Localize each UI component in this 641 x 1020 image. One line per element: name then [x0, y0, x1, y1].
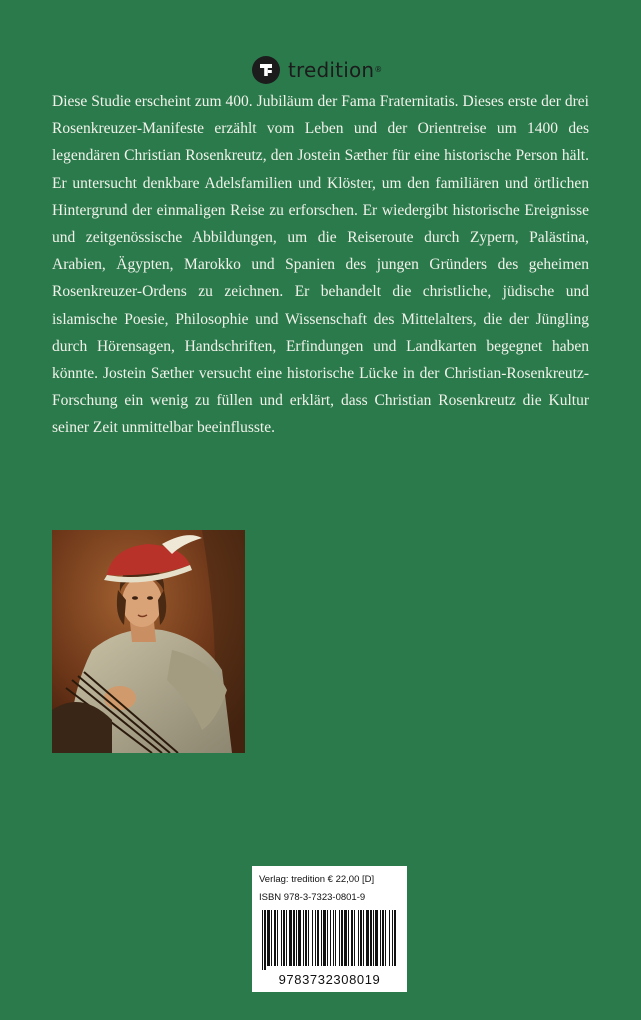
barcode-bar — [283, 910, 285, 966]
barcode-bar — [363, 910, 364, 966]
barcode-bar — [382, 910, 384, 966]
barcode-bar — [277, 910, 278, 966]
barcode-bar — [366, 910, 369, 966]
publisher-logo — [252, 56, 382, 84]
barcode-bar — [327, 910, 328, 966]
isbn-line: ISBN 978-3-7323-0801-9 — [259, 892, 366, 903]
barcode-bar — [312, 910, 313, 966]
barcode-bar — [375, 910, 378, 966]
barcode-number: 9783732308019 — [278, 972, 381, 987]
barcode-bar — [303, 910, 304, 966]
barcode-bar — [341, 910, 343, 966]
barcode-bar — [370, 910, 372, 966]
barcode-bar — [281, 910, 282, 966]
barcode-bar — [339, 910, 340, 966]
barcode-bar — [286, 910, 287, 966]
barcode-bar — [289, 910, 292, 966]
barcode-bar — [262, 910, 263, 970]
barcode-bar — [351, 910, 353, 966]
barcode-bar — [274, 910, 276, 966]
barcode-bar — [354, 910, 355, 966]
barcode-bar — [385, 910, 386, 966]
book-blurb: Diese Studie erscheint zum 400. Jubiläum der Fama Fraternitatis. Dieses erste der drei Rosenkreuzer-Manifeste erzählt vom Leben und der Orientreise um 1400 des legendären Christian Rosenkreutz, den Jostein Sæther für eine historische Person hält. Er untersucht denkbare Adelsfamilien und Klöster, um den familiären und örtlichen Hintergrund der einmaligen Reise zu erforschen. Er wiedergibt historische Ereignisse und zeitgenössische Abbildungen, um die Reiseroute durch Zypern, Palästina, Arabien, Ägypten, Marokko und Spanien des jungen Gründers des geheimen Rosenkreuzer-Ordens zu zeichnen. Er behandelt die christliche, jüdische und islamische Poesie, Philosophie und Wissenschaft des Mittelalters, die der Jüngling durch Hörensagen, Handschriften, Erfindungen und Landkarten begegnet haben könnte. Jostein Sæther versucht eine historische Lücke in der Christian-Rosenkreutz-Forschung ein wenig zu füllen und erklärt, dass Christian Rosenkreutz die Kultur seiner Zeit unmittelbar beeinflusste. — [52, 93, 589, 437]
publisher-price-line: Verlag: tredition € 22,00 [D] — [259, 874, 375, 885]
portrait-image — [52, 530, 245, 753]
barcode-bars — [260, 910, 399, 970]
barcode-bar — [317, 910, 319, 966]
barcode-bar — [380, 910, 381, 966]
barcode-bar — [330, 910, 331, 966]
publisher-name: tredition — [288, 58, 375, 82]
barcode-bar — [271, 910, 272, 966]
barcode-bar — [348, 910, 349, 966]
barcode-bar — [360, 910, 362, 966]
barcode-bar — [344, 910, 347, 966]
barcode-bar — [333, 910, 334, 966]
barcode-bar — [394, 910, 396, 966]
barcode-bar — [392, 910, 393, 966]
barcode-bar — [293, 910, 295, 966]
barcode-bar — [315, 910, 316, 966]
tredition-logo-icon — [252, 56, 280, 84]
barcode-bar — [298, 910, 301, 966]
barcode-bar — [264, 910, 266, 970]
barcode-bar — [323, 910, 326, 966]
barcode-bar — [389, 910, 390, 966]
barcode-bar — [373, 910, 374, 966]
barcode-bar — [305, 910, 307, 966]
barcode-bar — [296, 910, 297, 966]
barcode-bar — [321, 910, 322, 966]
barcode-bar — [335, 910, 336, 966]
barcode-bar — [358, 910, 359, 966]
barcode-bar — [267, 910, 270, 966]
barcode-label — [252, 866, 407, 992]
barcode-bar — [308, 910, 309, 966]
trademark-symbol: ® — [374, 65, 383, 74]
